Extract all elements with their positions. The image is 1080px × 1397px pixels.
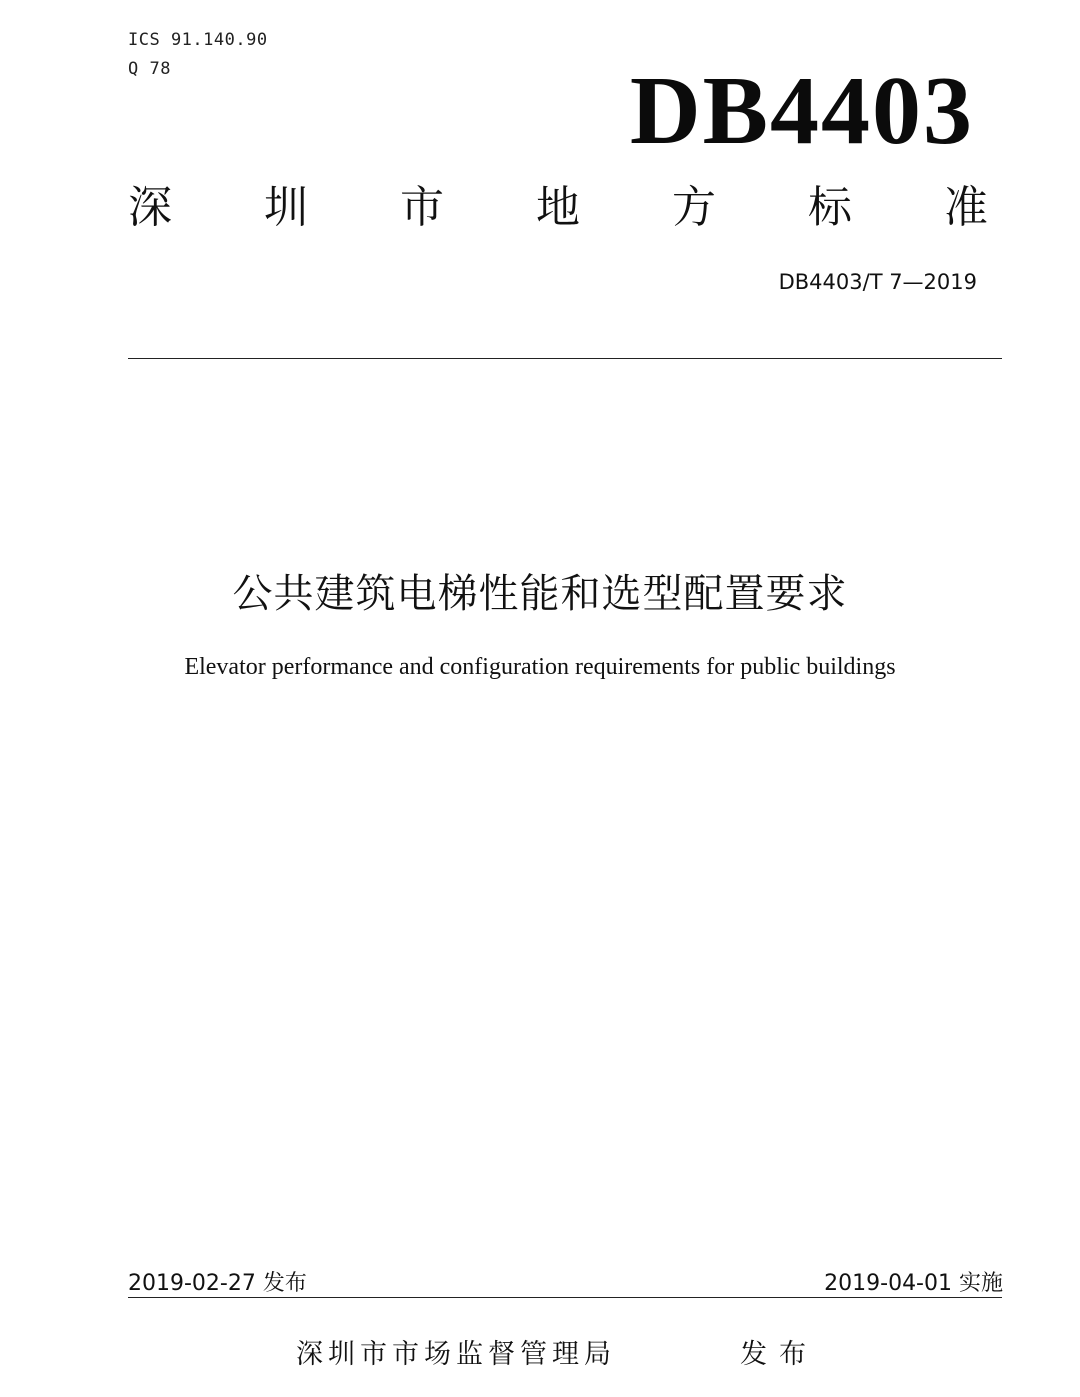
- standard-type-char: 地: [536, 182, 580, 233]
- standard-type-char: 圳: [264, 182, 308, 233]
- standard-type-char: 市: [400, 182, 444, 233]
- standard-type-char: 标: [808, 182, 852, 233]
- release-date: 2019-02-27 发布: [128, 1271, 307, 1296]
- standard-type-char: 准: [944, 182, 988, 233]
- standard-number: DB4403/T 7—2019: [778, 270, 977, 294]
- bottom-divider: [128, 1297, 1002, 1298]
- top-divider: [128, 358, 1002, 359]
- ics-code: ICS 91.140.90: [128, 30, 268, 50]
- standard-logo: DB4403: [629, 57, 974, 165]
- standard-type-char: 方: [672, 182, 716, 233]
- issuer-name: 深圳市市场监督管理局: [296, 1339, 616, 1370]
- standard-type-heading: [128, 182, 988, 233]
- standard-type-char: 深: [128, 182, 172, 233]
- title-chinese: 公共建筑电梯性能和选型配置要求: [232, 571, 848, 617]
- issuer-action: 发布: [740, 1339, 818, 1370]
- implementation-date: 2019-04-01 实施: [824, 1271, 1003, 1296]
- title-english: Elevator performance and configuration requirements for public buildings: [184, 654, 896, 680]
- ccs-code: Q 78: [128, 59, 171, 79]
